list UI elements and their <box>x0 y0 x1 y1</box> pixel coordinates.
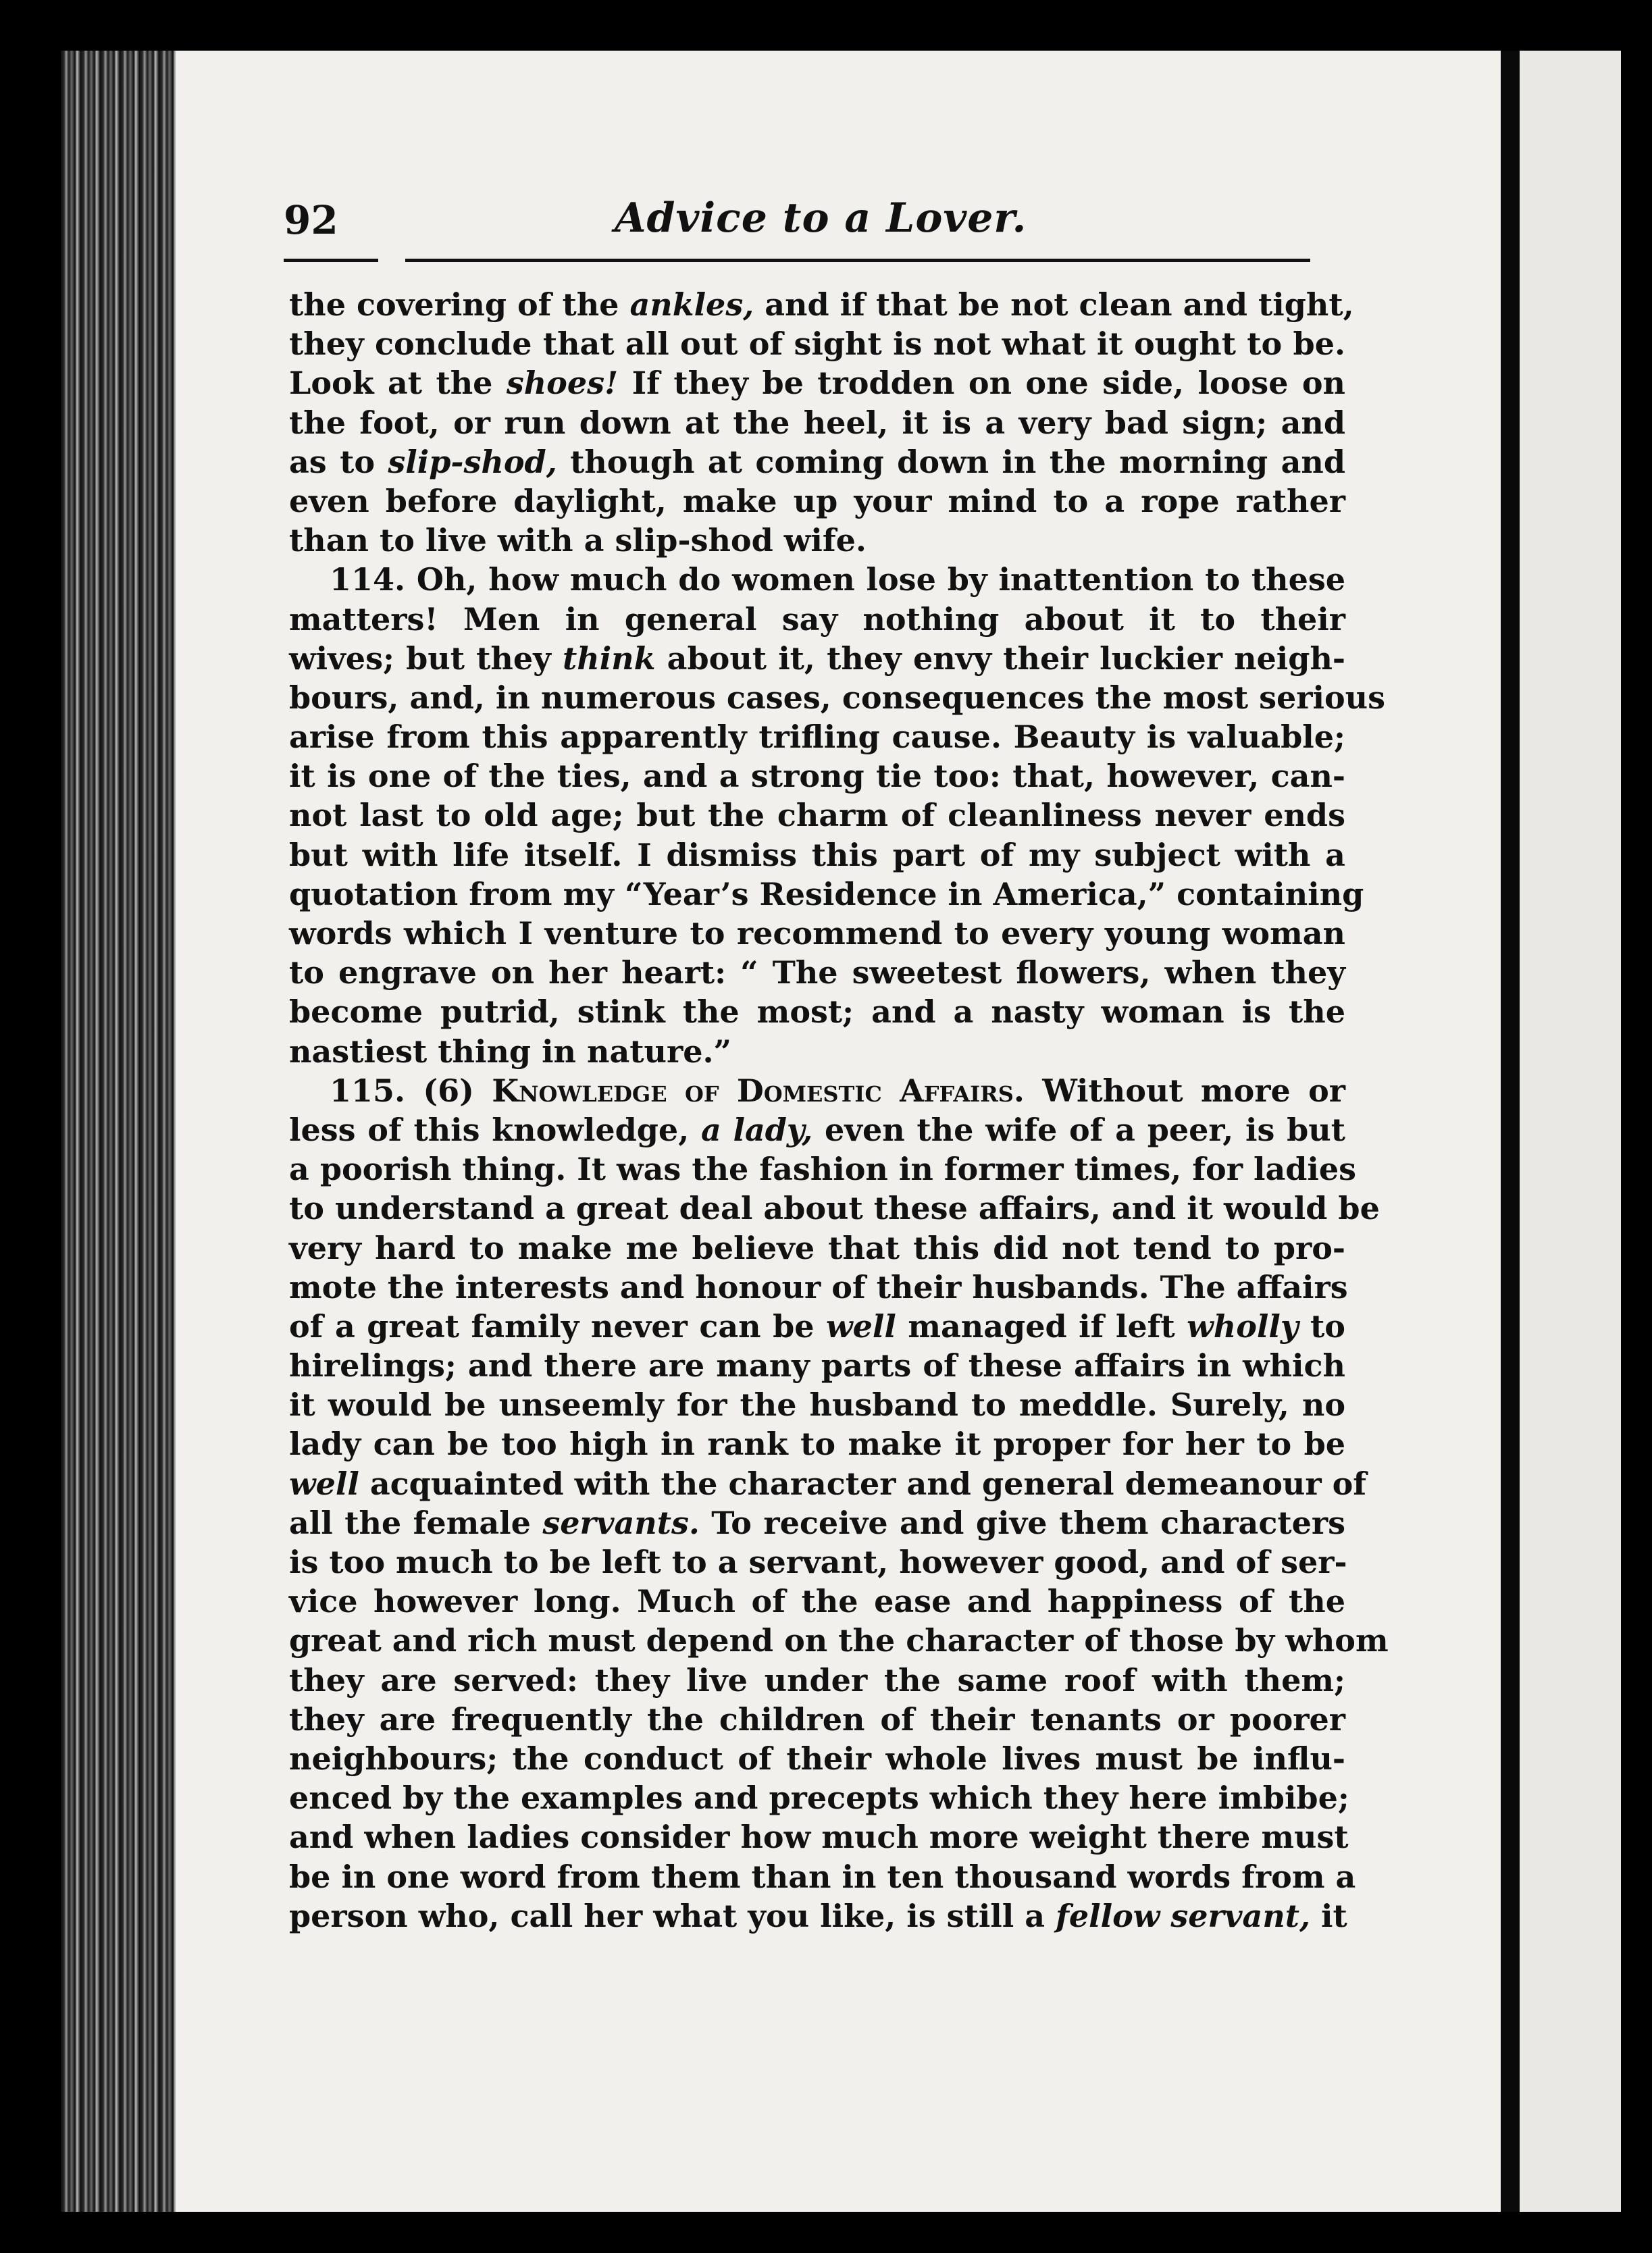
text-line: less of this knowledge, a lady, even the wife of a peer, is but <box>289 1111 1346 1148</box>
text-line: the foot, or run down at the heel, it is a very bad sign; and <box>289 404 1345 441</box>
book-gutter <box>1501 51 1520 2212</box>
text-line: is too much to be left to a servant, however good, and of ser- <box>289 1544 1347 1580</box>
text-line: words which I venture to recommend to every young woman <box>289 915 1345 952</box>
header-rule-segment <box>405 259 1310 262</box>
body-text <box>289 285 1389 1936</box>
italic-word: shoes! <box>506 365 619 402</box>
scan-border <box>1621 0 1652 2253</box>
text-line: a poorish thing. It was the fashion in former times, for ladies <box>289 1151 1357 1188</box>
header-rule-segment <box>284 259 378 262</box>
text-line: it would be unseemly for the husband to meddle. Surely, no <box>289 1387 1345 1424</box>
italic-word: well <box>826 1307 896 1345</box>
text-line: great and rich must depend on the character of those by whom <box>289 1622 1389 1659</box>
text-line: nastiest thing in nature.” <box>289 1033 731 1070</box>
text-line: 114. Oh, how much do women lose by inattention to these <box>330 561 1345 598</box>
facing-page-edge <box>1520 51 1621 2212</box>
text-line: enced by the examples and precepts which they here imbibe; <box>289 1780 1349 1817</box>
text-line: lady can be too high in rank to make it proper for her to be <box>289 1426 1345 1463</box>
text-line: Look at the shoes! If they be trodden on one side, loose on <box>289 365 1345 402</box>
italic-word: think <box>563 640 656 677</box>
text-line: they are frequently the children of their tenants or poorer <box>289 1701 1345 1738</box>
text-line: not last to old age; but the charm of cleanliness never ends <box>289 797 1345 834</box>
page-edges <box>61 51 176 2212</box>
text-line: matters! Men in general say nothing about it to their <box>289 600 1345 638</box>
text-line: even before daylight, make up your mind to a rope rather <box>289 482 1345 519</box>
text-line: to engrave on her heart: “ The sweetest flowers, when they <box>289 954 1345 991</box>
page-header <box>284 195 1310 255</box>
page-number: 92 <box>284 197 338 243</box>
running-title: Advice to a Lover. <box>615 195 1027 242</box>
italic-word: fellow servant, <box>1056 1897 1311 1934</box>
text-line: but with life itself. I dismiss this part of my subject with a <box>289 836 1345 873</box>
text-line: arise from this apparently trifling cause. Beauty is valuable; <box>289 719 1345 756</box>
text-line: become putrid, stink the most; and a nasty woman is the <box>289 993 1345 1031</box>
text-line: person who, call her what you like, is still a fellow servant, it <box>289 1897 1347 1934</box>
text-line: wives; but they think about it, they envy their luckier neigh- <box>289 640 1345 677</box>
text-line: it is one of the ties, and a strong tie too: that, however, can- <box>289 758 1345 795</box>
italic-word: slip-shod, <box>388 443 557 480</box>
text-line: the covering of the ankles, and if that be not clean and tight, <box>289 286 1354 323</box>
text-line: well acquainted with the character and general demeanour of <box>289 1465 1367 1502</box>
text-line: quotation from my “Year’s Residence in America,” containing <box>289 875 1364 912</box>
italic-word: servants. <box>542 1504 700 1541</box>
italic-word: wholly <box>1187 1307 1299 1345</box>
text-line: vice however long. Much of the ease and happiness of the <box>289 1583 1345 1620</box>
italic-word: a lady, <box>700 1111 813 1148</box>
text-line: all the female servants. To receive and give them characters <box>289 1504 1345 1541</box>
text-line: neighbours; the conduct of their whole lives must be influ- <box>289 1740 1345 1777</box>
text-line: 115. (6) Knowledge of Domestic Affairs. Without more or <box>330 1072 1345 1109</box>
text-line: hirelings; and there are many parts of these affairs in which <box>289 1347 1345 1384</box>
text-line: they are served: they live under the same roof with them; <box>289 1661 1345 1699</box>
italic-word: ankles, <box>629 286 754 323</box>
text-line: of a great family never can be well managed if left wholly to <box>289 1307 1345 1345</box>
text-line: they conclude that all out of sight is not what it ought to be. <box>289 326 1345 363</box>
text-line: to understand a great deal about these affairs, and it would be <box>289 1190 1380 1227</box>
section-heading: Knowledge of Domestic Affairs. <box>492 1072 1025 1109</box>
text-line: very hard to make me believe that this did not tend to pro- <box>289 1229 1345 1266</box>
text-line: mote the interests and honour of their husbands. The affairs <box>289 1268 1348 1305</box>
text-line: bours, and, in numerous cases, consequences the most serious <box>289 679 1386 716</box>
text-line: as to slip-shod, though at coming down in the morning and <box>289 443 1345 480</box>
text-line: than to live with a slip-shod wife. <box>289 522 867 559</box>
text-line: be in one word from them than in ten thousand words from a <box>289 1858 1356 1895</box>
italic-word: well <box>289 1465 359 1502</box>
text-line: and when ladies consider how much more weight there must <box>289 1819 1349 1856</box>
